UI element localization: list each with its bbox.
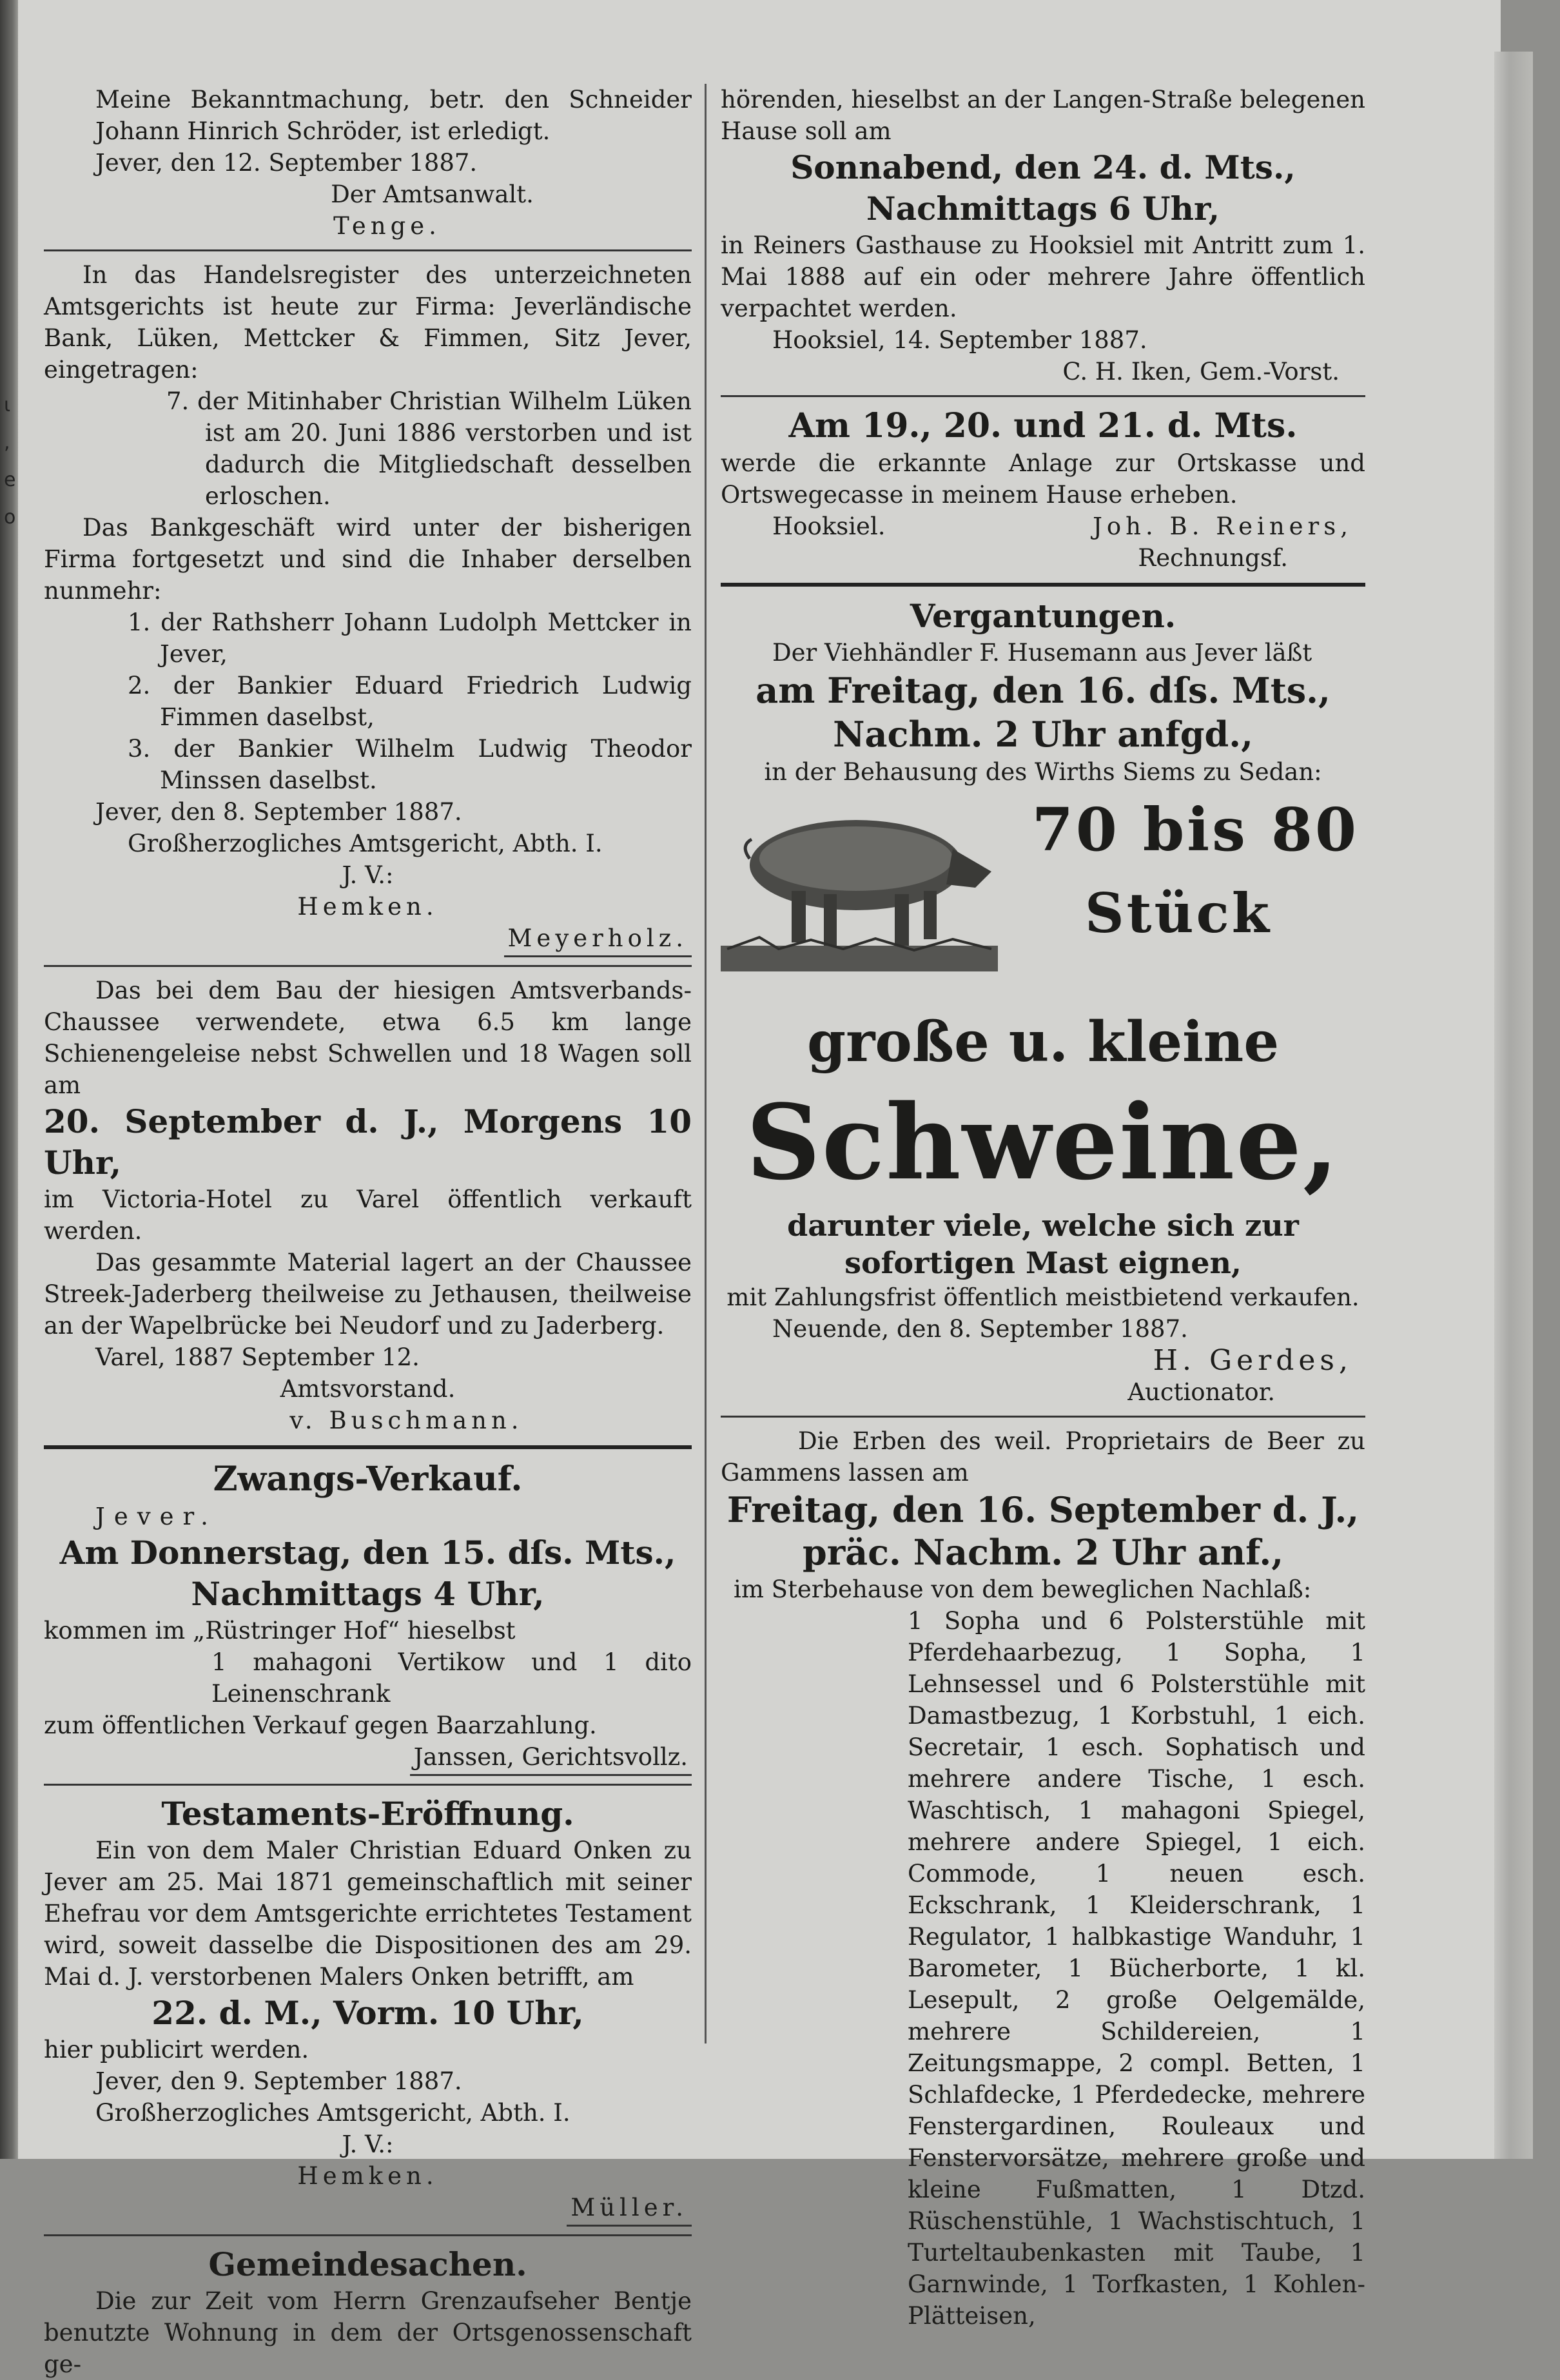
- notice-date-highlight: Am 19., 20. und 21. d. Mts.: [788, 406, 1298, 445]
- margin-mark: o: [4, 506, 16, 529]
- notice-text: darunter viele, welche sich zur sofortigen Mast eignen,: [787, 1208, 1299, 1280]
- sale-animal: Schweine,: [746, 1082, 1340, 1203]
- notice-date: Hooksiel, 14. September 1887.: [772, 326, 1147, 354]
- divider: [721, 583, 1365, 587]
- notice-heading: Zwangs-Verkauf.: [213, 1459, 523, 1499]
- notice-testament: [44, 1793, 692, 2227]
- notice-text: Ein von dem Maler Christian Eduard Onken zu Jever am 25. Mai 1871 gemeinschaftlich mit seiner Ehefrau vor dem Amtsgerichte errichtetes Testament wird, soweit dasselbe die Dispositionen des am 29. Mai d. J. verstorbenen Malers Onken betrifft, am: [44, 1837, 692, 1991]
- divider: [44, 2234, 692, 2236]
- left-column: [44, 84, 692, 2380]
- notice-clerk: Müller.: [567, 2192, 692, 2227]
- notice-text: im Sterbehause von dem beweglichen Nachlaß:: [734, 1575, 1312, 1603]
- notice-text: im Victoria-Hotel zu Varel öffentlich verkauft werden.: [44, 1185, 692, 1245]
- divider: [44, 1784, 692, 1786]
- notice-text: Das bei dem Bau der hiesigen Amtsverbands-Chaussee verwendete, etwa 6.5 km lange Schienengeleise nebst Schwellen und 18 Wagen soll am: [44, 977, 692, 1099]
- notice-office: Amtsvorstand.: [280, 1375, 456, 1403]
- notice-place: Jever.: [95, 1503, 217, 1530]
- notice-pacht: [721, 84, 1365, 387]
- auction-items: 1 Sopha und 6 Polsterstühle mit Pferdehaarbezug, 1 Sopha, 1 Lehnsessel und 6 Polsterstühle mit Damastbezug, 1 Korbstuhl, 1 eich. Secretair, 1 esch. Sophatisch und mehrere andere Tische, 1 esch. Waschtisch, 1 mahagoni Spiegel, mehrere andere Spiegel, 1 eich. Commode, 1 neuen esch. Eckschrank, 1 Kleiderschrank, 1 Regulator, 1 halbkastige Wanduhr, 1 Barometer, 1 Bücherborte, 1 kl. Lesepult, 2 große Oelgemälde, mehrere Schildereien, 1 Zeitungsmappe, 2 compl. Betten, 1 Schlafdecke, 1 Pferdedecke, mehrere Fenstergardinen, Rouleaux und Fenstervorsätze, mehrere große und kleine Fußmatten, 1 Dtzd. Rüschenstühle, 1 Wachstischtuch, 1 Turteltaubenkasten mit Taube, 1 Garnwinde, 1 Torfkasten, 1 Kohlen-Plätteisen,: [908, 1607, 1365, 2330]
- notice-heading: Gemeindesachen.: [208, 2245, 527, 2283]
- notice-text: Die zur Zeit vom Herrn Grenzaufseher Bentje benutzte Wohnung in dem der Ortsgenossenschaft ge-: [44, 2287, 692, 2378]
- margin-mark: e: [4, 469, 16, 491]
- notice-iv: J. V.:: [342, 861, 394, 889]
- owner-3: 3. der Bankier Wilhelm Ludwig Theodor Minssen daselbst.: [128, 735, 692, 794]
- notice-clerk: Meyerholz.: [504, 922, 692, 957]
- notice-heading: Vergantungen.: [910, 597, 1176, 635]
- divider: [44, 1445, 692, 1449]
- notice-date-highlight: 22. d. M., Vorm. 10 Uhr,: [151, 1994, 584, 2032]
- notice-text: in der Behausung des Wirths Siems zu Sedan:: [764, 758, 1322, 786]
- notice-zwangsverkauf: [44, 1458, 692, 1776]
- divider: [721, 395, 1365, 397]
- notice-signer: H. Gerdes,: [1153, 1344, 1352, 1377]
- notice-item-7: 7. der Mitinhaber Christian Wilhelm Lüken ist am 20. Juni 1886 verstorben und ist dadurch die Mitgliedschaft desselben erloschen.: [166, 387, 692, 510]
- notice-date: Jever, den 12. September 1887.: [95, 149, 478, 177]
- notice-continuation: Das Bankgeschäft wird unter der bisherigen Firma fortgesetzt und sind die Inhaber derselben nunmehr:: [44, 514, 692, 605]
- right-column: [721, 84, 1365, 2332]
- notice-date: Jever, den 9. September 1887.: [95, 2067, 462, 2095]
- notice-time-highlight: Nachmittags 6 Uhr,: [866, 190, 1220, 228]
- notice-signer: Tenge.: [333, 212, 441, 240]
- notice-time-highlight: Nachm. 2 Uhr anfgd.,: [833, 714, 1253, 755]
- notice-text: mit Zahlungsfrist öffentlich meistbietend verkaufen.: [726, 1283, 1360, 1311]
- place-signer-line: [721, 511, 1365, 542]
- notice-text: zum öffentlichen Verkauf gegen Baarzahlung.: [44, 1712, 597, 1739]
- notice-text: hier publicirt werden.: [44, 2036, 309, 2063]
- notice-text: werde die erkannte Anlage zur Ortskasse und Ortswegecasse in meinem Hause erheben.: [721, 449, 1365, 509]
- notice-nachlass: [721, 1425, 1365, 2332]
- notice-text: in Reiners Gasthause zu Hooksiel mit Antritt zum 1. Mai 1888 auf ein oder mehrere Jahre öffentlich verpachtet werden.: [721, 231, 1365, 322]
- notice-time-highlight: Nachmittags 4 Uhr,: [191, 1575, 545, 1613]
- column-divider: [705, 84, 707, 2043]
- notice-court: Großherzogliches Amtsgericht, Abth. I.: [128, 830, 603, 857]
- notice-date-highlight: Am Donnerstag, den 15. dſs. Mts.,: [59, 1534, 676, 1572]
- newspaper-page: [18, 0, 1501, 2378]
- clerk-line: [44, 922, 692, 957]
- notice-text: Die Erben des weil. Proprietairs de Beer zu Gammens lassen am: [721, 1427, 1365, 1487]
- notice-date-highlight: Sonnabend, den 24. d. Mts.,: [790, 148, 1296, 186]
- signer-line: [44, 1741, 692, 1776]
- owner-2: 2. der Bankier Eduard Friedrich Ludwig Fimmen daselbst,: [128, 672, 692, 731]
- notice-chaussee: [44, 975, 692, 1436]
- notice-date-highlight: am Freitag, den 16. dſs. Mts.,: [756, 670, 1331, 711]
- notice-iv: J. V.:: [342, 2131, 394, 2158]
- notice-role: Rechnungsf.: [1138, 544, 1288, 572]
- notice-signer: v. Buschmann.: [289, 1407, 523, 1434]
- divider: [44, 249, 692, 251]
- notice-office: Der Amtsanwalt.: [331, 180, 534, 208]
- notice-signer: Janssen, Gerichtsvollz.: [410, 1741, 692, 1776]
- notice-date-highlight: 20. September d. J., Morgens 10 Uhr,: [44, 1102, 692, 1182]
- pig-woodcut-image: [721, 788, 998, 981]
- notice-ortskasse: [721, 405, 1365, 574]
- owner-1: 1. der Rathsherr Johann Ludolph Mettcker in Jever,: [128, 609, 692, 668]
- clerk-line: [44, 2192, 692, 2227]
- notice-text: hörenden, hieselbst an der Langen-Straße belegenen Hause soll am: [721, 86, 1365, 145]
- notice-signer: Joh. B. Reiners,: [1093, 512, 1352, 540]
- notice-text: kommen im „Rüstringer Hof“ hieselbst: [44, 1617, 516, 1644]
- left-margin-marks: [4, 387, 18, 536]
- notice-date: Jever, den 8. September 1887.: [95, 798, 462, 826]
- notice-text: 1 mahagoni Vertikow und 1 dito Leinenschrank: [211, 1648, 692, 1708]
- sale-unit: Stück: [1085, 881, 1272, 945]
- notice-signer: C. H. Iken, Gem.-Vorst.: [1062, 358, 1340, 385]
- margin-mark: ,: [4, 431, 10, 454]
- notice-place: Hooksiel.: [772, 512, 886, 540]
- notice-court: Großherzogliches Amtsgericht, Abth. I.: [95, 2099, 570, 2127]
- notice-date-highlight: Freitag, den 16. September d. J.,: [726, 1489, 1360, 1530]
- divider: [44, 965, 692, 967]
- notice-schroeder: [44, 84, 692, 242]
- notice-heading: Testaments-Eröffnung.: [161, 1795, 574, 1833]
- notice-gemeindesachen: [44, 2244, 692, 2380]
- notice-vergantungen: [721, 596, 1365, 1408]
- notice-date: Varel, 1887 September 12.: [95, 1343, 420, 1371]
- notice-date: Neuende, den 8. September 1887.: [772, 1315, 1188, 1343]
- notice-text: Das gesammte Material lagert an der Chaussee Streek-Jaderberg theilweise zu Jethausen, theilweise an der Wapelbrücke bei Neudorf und zu Jaderberg.: [44, 1249, 692, 1340]
- notice-intro: In das Handelsregister des unterzeichneten Amtsgerichts ist heute zur Firma: Jeverländische Bank, Lüken, Mettcker & Fimmen, Sitz Jever, eingetragen:: [44, 261, 692, 384]
- sale-count: 70 bis 80: [1031, 795, 1359, 864]
- divider: [721, 1416, 1365, 1418]
- sale-adjective: große u. kleine: [806, 1010, 1280, 1075]
- pig-illustration-block: [721, 788, 1365, 1007]
- notice-time-highlight: präc. Nachm. 2 Uhr anf.,: [802, 1532, 1284, 1573]
- margin-mark: ι: [4, 394, 11, 416]
- notice-handelsregister: [44, 259, 692, 957]
- notice-text: Meine Bekanntmachung, betr. den Schneider Johann Hinrich Schröder, ist erledigt.: [95, 86, 692, 145]
- notice-text: Der Viehhändler F. Husemann aus Jever läßt: [772, 639, 1312, 667]
- binding-edge: [0, 0, 18, 2159]
- notice-role: Auctionator.: [1127, 1378, 1275, 1406]
- page-edge: [1494, 52, 1533, 2159]
- notice-signer: Hemken.: [297, 893, 438, 921]
- notice-signer: Hemken.: [297, 2162, 438, 2190]
